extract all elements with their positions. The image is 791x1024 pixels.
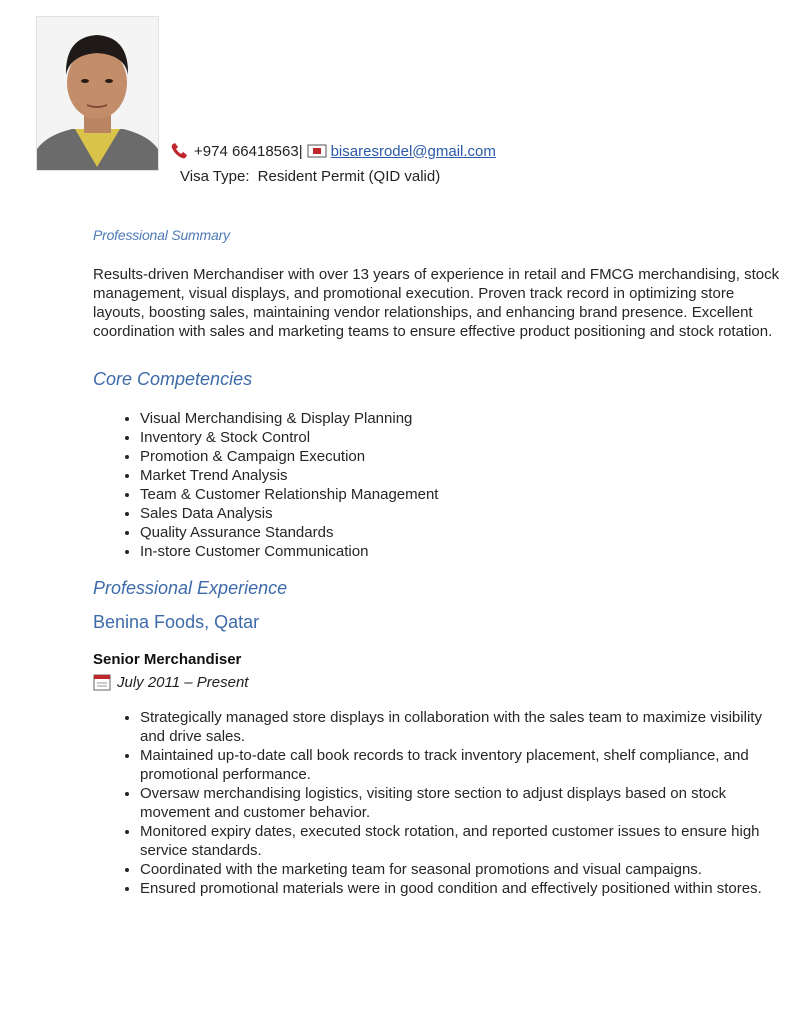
competencies-list bbox=[116, 409, 438, 561]
summary-heading: Professional Summary bbox=[93, 227, 230, 243]
company-name: Benina Foods, Qatar bbox=[93, 612, 260, 632]
email-icon bbox=[307, 142, 327, 160]
list-item: • Team & Customer Relationship Management bbox=[140, 485, 438, 504]
email-link[interactable]: bisaresrodel@gmail.com bbox=[330, 142, 496, 160]
list-item: • Market Trend Analysis bbox=[140, 466, 438, 485]
phone-icon bbox=[170, 142, 190, 160]
phone-number: +974 66418563| bbox=[194, 142, 303, 160]
visa-label: Visa Type: bbox=[180, 168, 250, 185]
list-item: • Promotion & Campaign Execution bbox=[140, 447, 438, 466]
job-title: Senior Merchandiser bbox=[93, 651, 242, 668]
list-item: • In-store Customer Communication bbox=[140, 542, 438, 561]
experience-heading: Professional Experience bbox=[93, 578, 288, 598]
dates-text: July 2011 – Present bbox=[117, 673, 249, 691]
summary-text: Results-driven Merchandiser with over 13 years of experience in retail and FMCG merchandising, stock management, visual displays, and promotional execution. Proven track record in optimizing store layouts, boosting sales, maintaining vendor relationships, and enhancing brand presence. Excellent coordination with sales and marketing teams to ensure effective product positioning and stock rotation. bbox=[93, 266, 780, 340]
contact-line bbox=[170, 142, 496, 160]
list-item: • Oversaw merchandising logistics, visiting store section to adjust displays based on stock movement and customer behavior. bbox=[140, 784, 780, 822]
competencies-heading: Core Competencies bbox=[93, 369, 253, 389]
duties-list bbox=[116, 708, 780, 898]
list-item: • Strategically managed store displays in collaboration with the sales team to maximize visibility and drive sales. bbox=[140, 708, 780, 746]
visa-value: Resident Permit (QID valid) bbox=[257, 168, 441, 185]
list-item: • Ensured promotional materials were in good condition and effectively positioned within stores. bbox=[140, 879, 780, 898]
list-item: • Maintained up-to-date call book records to track inventory placement, shelf compliance, and promotional performance. bbox=[140, 746, 780, 784]
list-item: • Quality Assurance Standards bbox=[140, 523, 438, 542]
list-item: • Visual Merchandising & Display Planning bbox=[140, 409, 438, 428]
person-portrait-icon bbox=[37, 17, 158, 170]
job-dates bbox=[93, 673, 248, 691]
list-item: • Monitored expiry dates, executed stock rotation, and reported customer issues to ensure high service standards. bbox=[140, 822, 780, 860]
calendar-icon bbox=[93, 673, 111, 691]
list-item: • Coordinated with the marketing team for seasonal promotions and visual campaigns. bbox=[140, 860, 780, 879]
visa-line bbox=[180, 168, 440, 185]
list-item: • Sales Data Analysis bbox=[140, 504, 438, 523]
list-item: • Inventory & Stock Control bbox=[140, 428, 438, 447]
profile-photo bbox=[36, 16, 159, 171]
